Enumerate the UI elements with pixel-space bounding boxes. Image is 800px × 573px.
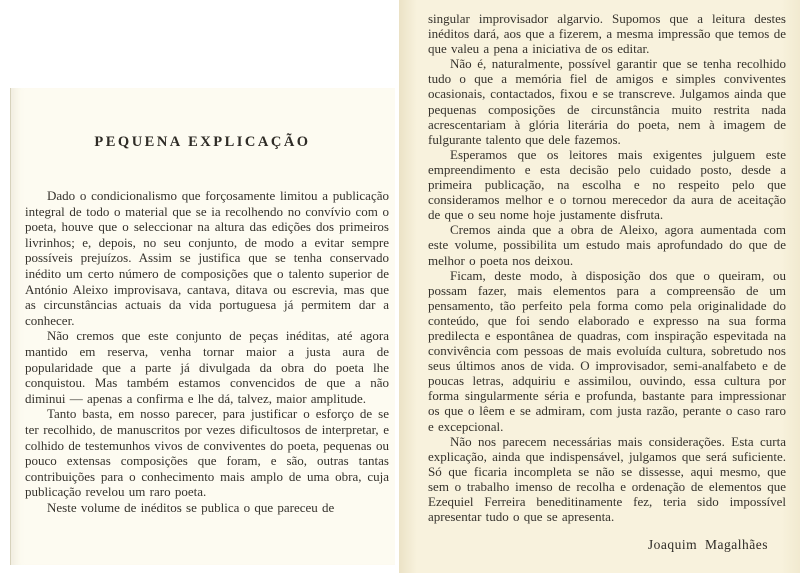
paragraph: Neste volume de inéditos se publica o que pareceu de xyxy=(47,499,335,515)
left-page xyxy=(10,88,395,565)
paragraph: Esperamos que os leitores mais exigentes julguem este empreendimento e esta decisão pelo cuidado posto, desde a primeira publicação, na escolha e no respeito pelo que consideramos melhor e o tornou merecedor da aura de aceitação de que o seu nome hoje justamente disfruta. xyxy=(428,146,786,223)
right-page xyxy=(399,0,800,573)
paragraph: Não cremos que este conjunto de peças inéditas, até agora mantido em reserva, venha tornar maior a justa aura de popularidade que a parte já divulgada da obra do poeta lhe conquistou. Mas também estamos convencidos de que a não diminui — apenas a confirma e lhe dá, talvez, maior amplitude. xyxy=(25,328,389,406)
left-page-text xyxy=(10,188,395,515)
paragraph: Ficam, deste modo, à disposição dos que o queiram, ou possam fazer, mais elementos para a compreensão de um pensamento, tão perfeito pela forma como pela originalidade do conteúdo, que foi sendo elaborado e expresso na sua forma predilecta e espontânea de quadras, com inspiração espevitada na convivência com pessoas de mais evoluída cultura, sobretudo nos seus últimos anos de vida. O improvisador, semi-analfabeto e de poucas letras, adquiriu e assimilou, ouvindo, essa cultura por forma singularmente séria e profunda, bastante para impressionar os que o lêem e se admiram, com justa razão, perante o caso raro e excepcional. xyxy=(428,267,786,434)
paragraph: Não nos parecem necessárias mais considerações. Esta curta explicação, ainda que indispensável, julgamos que será suficiente. Só que ficaria incompleta se não se dissesse, aqui mesmo, que sem o trabalho imenso de recolha e ordenação de elementos que Ezequiel Ferreira beneditinamente fez, teria sido impossível apresentar tudo o que se apresenta. xyxy=(428,433,786,525)
right-page-text xyxy=(399,0,800,524)
paragraph: Dado o condicionalismo que forçosamente limitou a publicação integral de todo o material que se ia recolhendo no convívio com o poeta, houve que o seleccionar na altura das edições dos primeiros livrinhos; e, depois, no seu conjunto, de modo a evitar sempre possíveis prejuízos. Assim se justifica que se tenha conservado inédito um certo número de composições que o talento superior de António Aleixo improvisava, cantava, ditava ou escrevia, mas que as circunstâncias actuais da vida portuguesa já permitem dar a conhecer. xyxy=(25,188,389,328)
page-title: PEQUENA EXPLICAÇÃO xyxy=(94,134,311,150)
paragraph: Tanto basta, em nosso parecer, para justificar o esforço de se ter recolhido, de manuscritos por vezes dificultosos de interpretar, e colhido de testemunhos vivos de conviventes do poeta, pequenas ou pouco extensas composições que foram, e são, outras tantas contribuições para o conhecimento mais amplo de uma obra, cuja publicação revelou um raro poeta. xyxy=(25,406,389,500)
signature: Joaquim Magalhães xyxy=(647,537,768,553)
paragraph: Cremos ainda que a obra de Aleixo, agora aumentada com este volume, possibilita um estudo mais aprofundado do que de melhor o poeta nos deixou. xyxy=(428,222,786,268)
paragraph: singular improvisador algarvio. Supomos que a leitura destes inéditos dará, aos que a fizerem, a mesma impressão que temos de que valeu a pena a iniciativa de os editar. xyxy=(428,11,786,57)
paragraph: Não é, naturalmente, possível garantir que se tenha recolhido tudo o que a memória fiel de amigos e simples conviventes ocasionais, contactados, fixou e se transcreve. Julgamos ainda que pequenas composições de circunstância muito restrita nada acrescentariam à glória literária do poeta, nem à imagem de fulgurante talento que dele fazemos. xyxy=(428,56,786,147)
